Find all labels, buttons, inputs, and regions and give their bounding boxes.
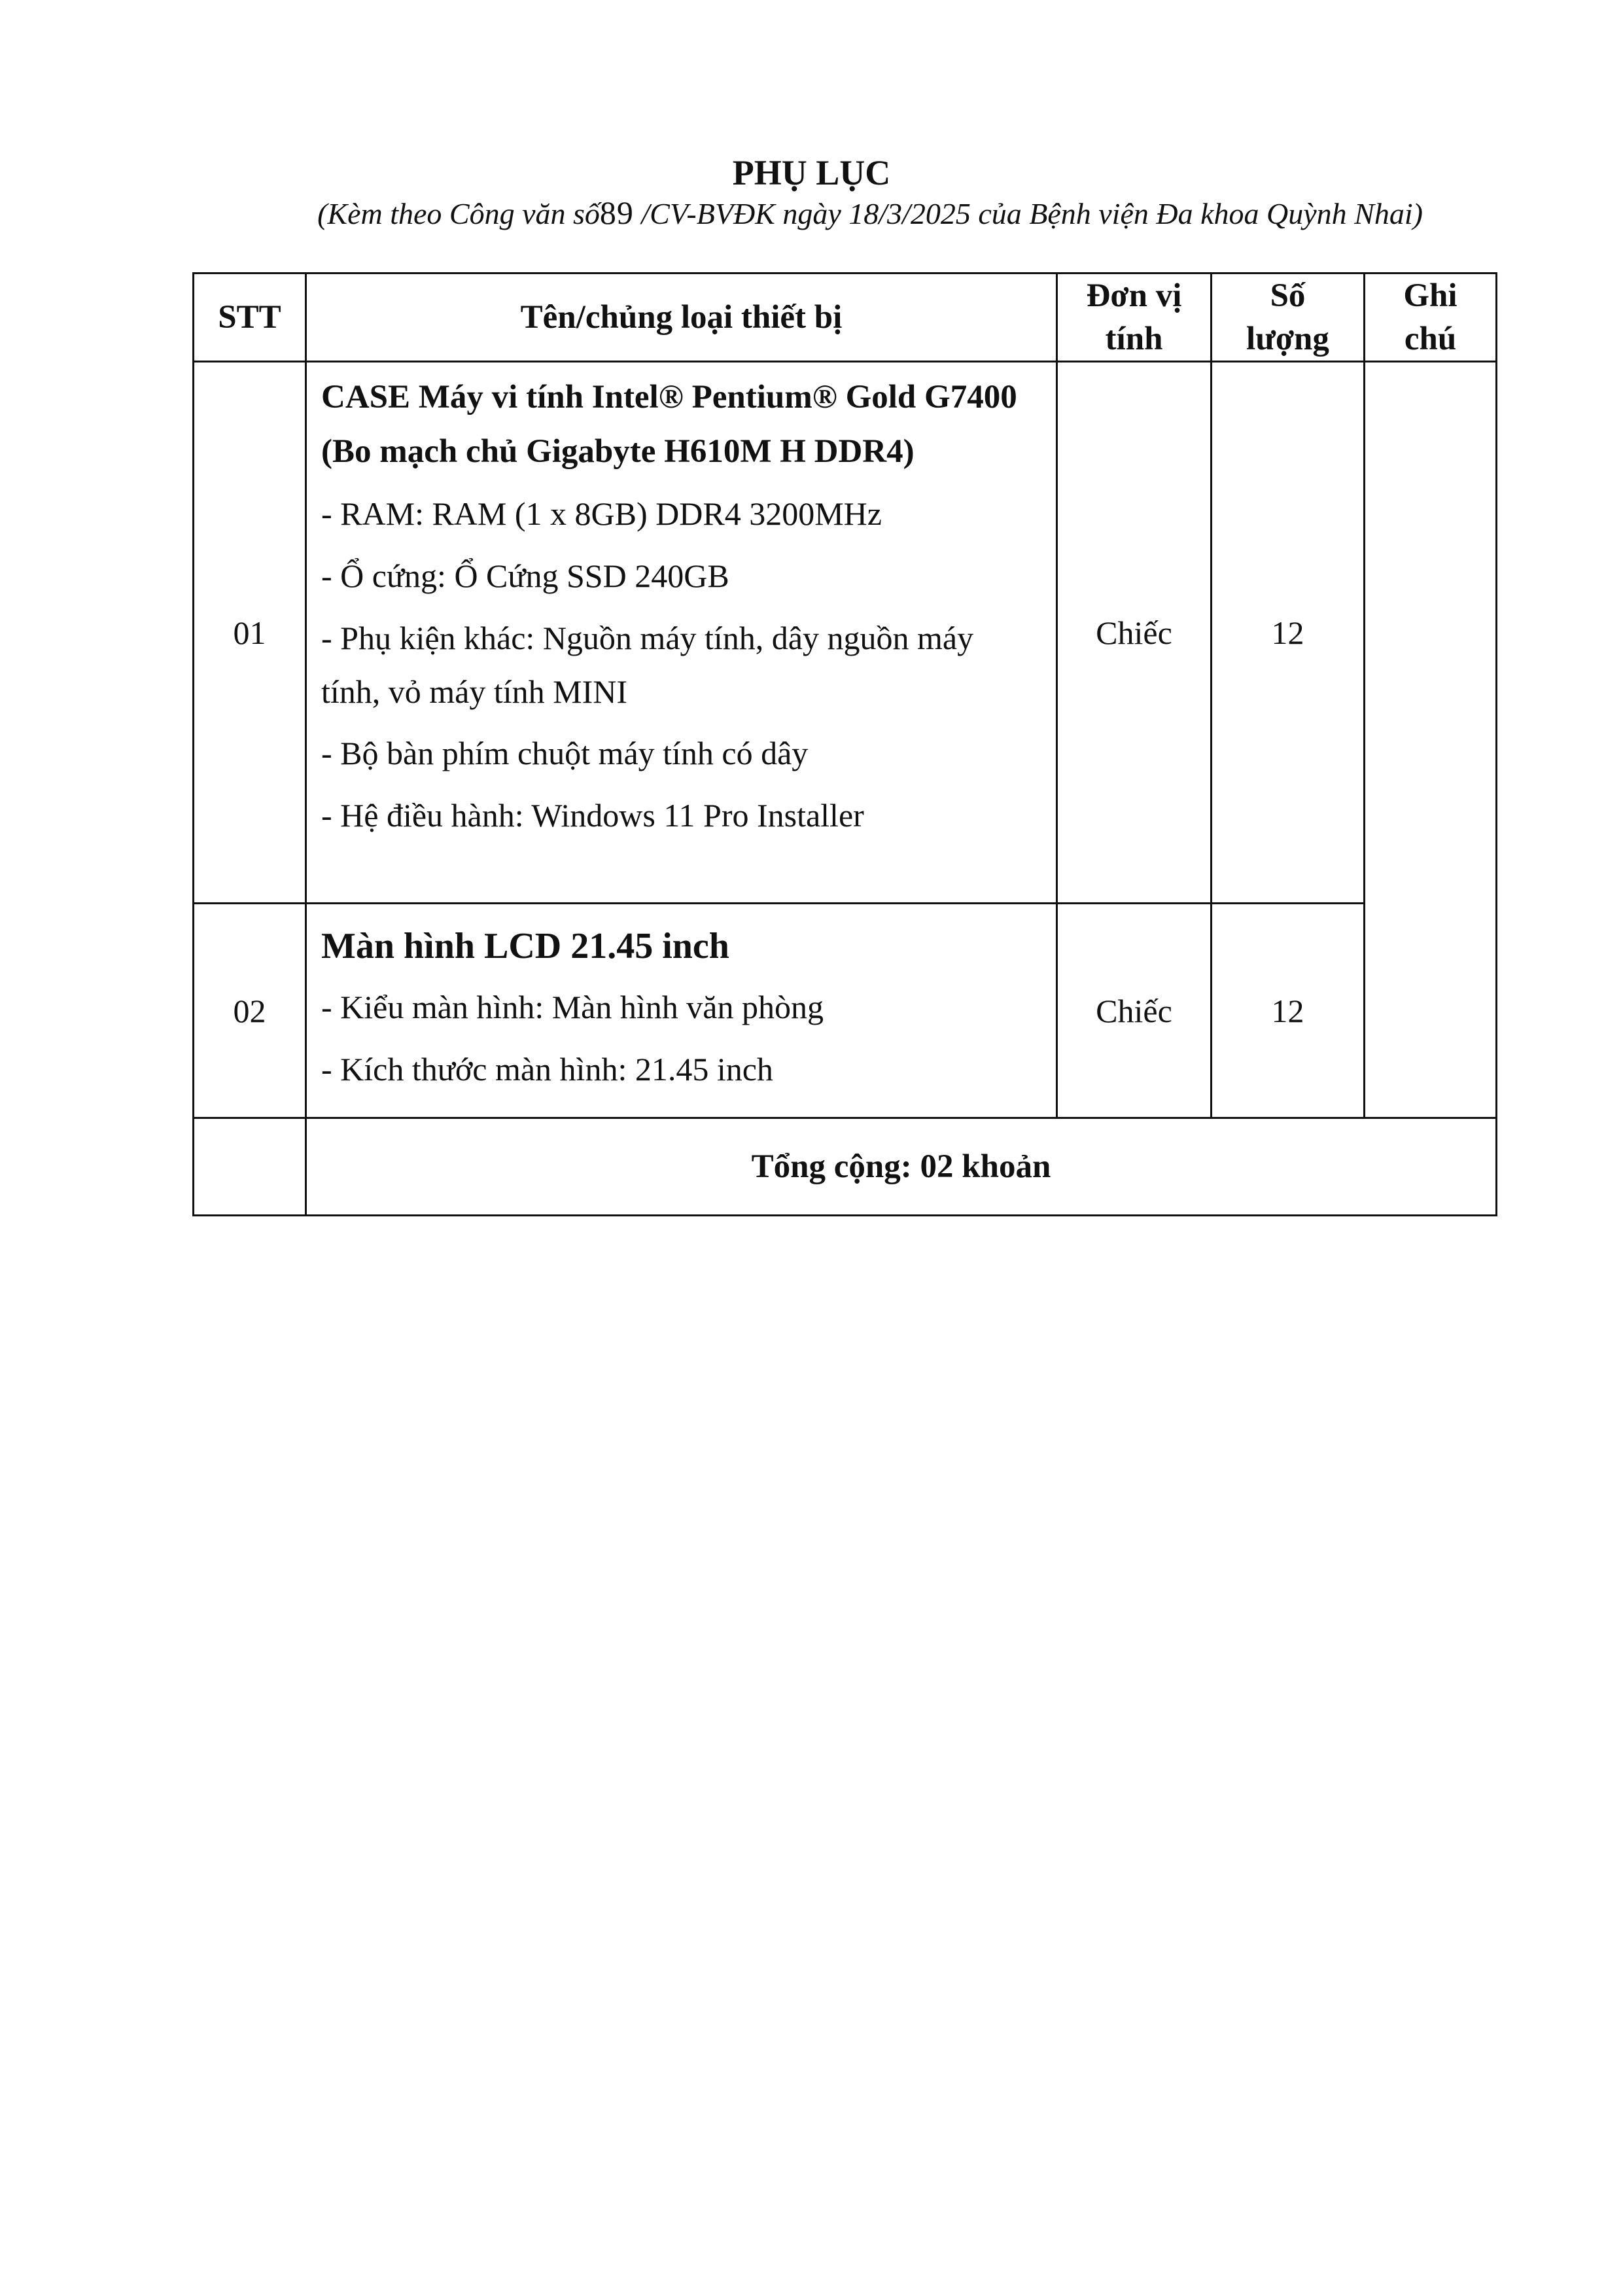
header-stt: STT	[194, 274, 306, 362]
equipment-table	[192, 272, 1497, 1216]
spec-line: - Ổ cứng: Ổ Cứng SSD 240GB	[321, 557, 729, 594]
header-quantity-line2: lượng	[1246, 321, 1329, 357]
row-unit: Chiếc	[1057, 904, 1212, 1118]
table-header-row	[194, 274, 1497, 362]
row-quantity: 12	[1212, 904, 1365, 1118]
page-title: PHỤ LỤC	[732, 153, 891, 192]
table-row	[194, 362, 1497, 904]
table-row	[194, 904, 1497, 1118]
row-stt: 01	[194, 362, 306, 904]
total-label: Tổng cộng: 02 khoản	[306, 1118, 1497, 1216]
header-unit	[1057, 274, 1212, 362]
row-stt: 02	[194, 904, 306, 1118]
total-empty-cell	[194, 1118, 306, 1216]
spec-line: - Kiểu màn hình: Màn hình văn phòng	[321, 989, 824, 1025]
total-row	[194, 1118, 1497, 1216]
header-note-line2: chú	[1404, 321, 1457, 357]
header-note	[1365, 274, 1497, 362]
subtitle-doc-number: 89	[599, 194, 634, 231]
spec-line: - Bộ bàn phím chuột máy tính có dây	[321, 735, 809, 771]
page-subtitle	[0, 194, 1623, 233]
row-description	[306, 362, 1057, 904]
row-unit: Chiếc	[1057, 362, 1212, 904]
spec-line: - Kích thước màn hình: 21.45 inch	[321, 1051, 773, 1087]
header-quantity-line1: Số	[1270, 277, 1306, 314]
row-quantity: 12	[1212, 362, 1365, 904]
header-quantity	[1212, 274, 1365, 362]
item-title: Màn hình LCD 21.45 inch	[321, 926, 729, 966]
item-title: CASE Máy vi tính Intel® Pentium® Gold G7400 (Bo mạch chủ Gigabyte H610M H DDR4)	[321, 379, 1017, 470]
spec-line: - Phụ kiện khác: Nguồn máy tính, dây nguồn máy tính, vỏ máy tính MINI	[321, 620, 974, 710]
header-unit-line1: Đơn vị	[1086, 277, 1182, 314]
row-description	[306, 904, 1057, 1118]
subtitle-suffix: /CV-BVĐK ngày 18/3/2025 của Bệnh viện Đa khoa Quỳnh Nhai)	[633, 197, 1423, 230]
header-note-line1: Ghi	[1403, 277, 1457, 314]
header-name: Tên/chủng loại thiết bị	[306, 274, 1057, 362]
spec-line: - Hệ điều hành: Windows 11 Pro Installer	[321, 797, 864, 834]
row-note	[1365, 362, 1497, 1118]
subtitle-prefix: (Kèm theo Công văn số	[317, 197, 600, 230]
header-unit-line2: tính	[1105, 321, 1163, 357]
spec-line: - RAM: RAM (1 x 8GB) DDR4 3200MHz	[321, 495, 882, 532]
